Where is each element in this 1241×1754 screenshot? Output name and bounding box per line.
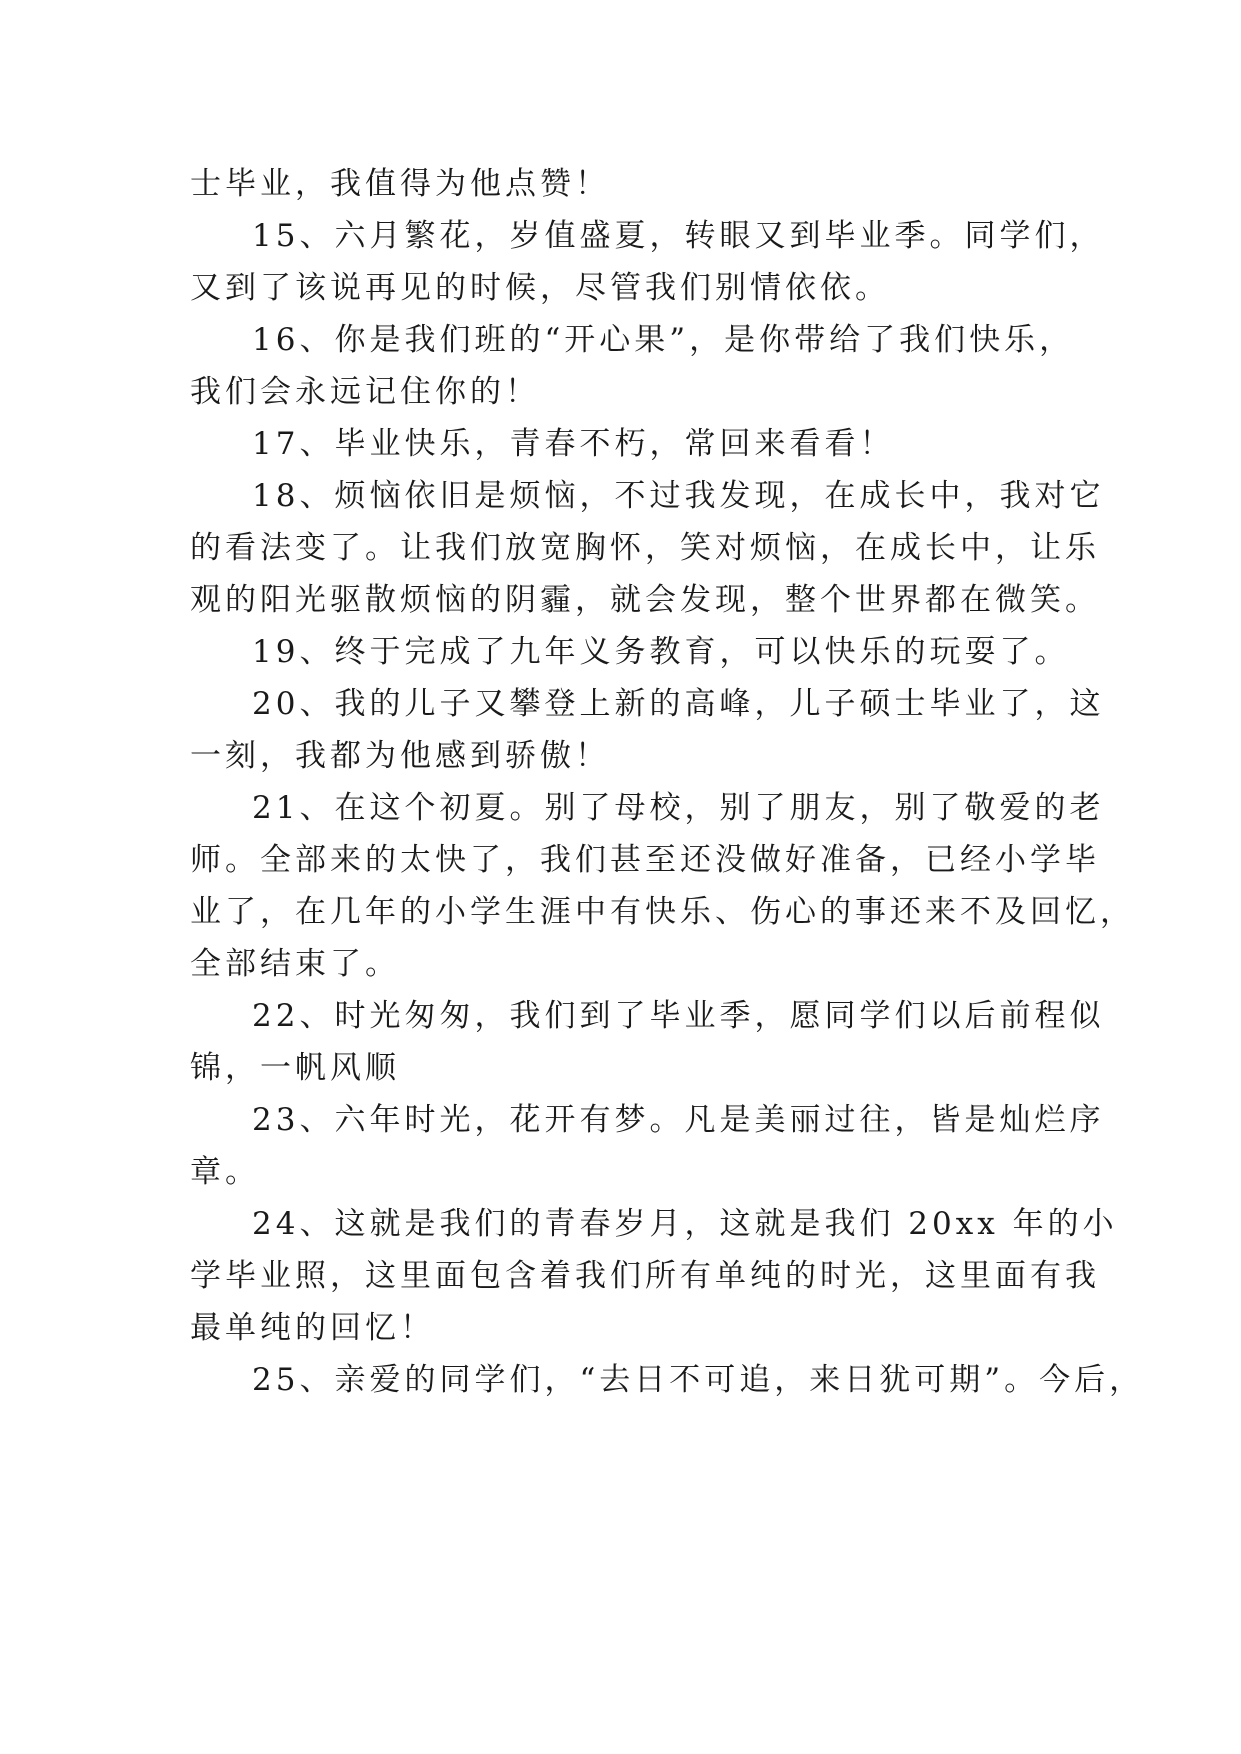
text-line: 最单纯的回忆！ — [190, 1310, 435, 1346]
text-line: 又到了该说再见的时候，尽管我们别情依依。 — [190, 270, 890, 306]
paragraph-23-line-1: 23、六年时光，花开有梦。凡是美丽过往，皆是灿烂序 — [252, 1102, 1105, 1138]
paragraph-15-line-1: 15、六月繁花，岁值盛夏，转眼又到毕业季。同学们， — [252, 218, 1105, 254]
text-line: 一刻，我都为他感到骄傲！ — [190, 738, 610, 774]
text-line: 士毕业，我值得为他点赞！ — [190, 166, 610, 202]
paragraph-20-line-1: 20、我的儿子又攀登上新的高峰，儿子硕士毕业了，这 — [252, 686, 1105, 722]
paragraph-19-line-1: 19、终于完成了九年义务教育，可以快乐的玩耍了。 — [252, 634, 1070, 670]
text-line: 的看法变了。让我们放宽胸怀，笑对烦恼，在成长中，让乐 — [190, 530, 1100, 566]
text-line: 全部结束了。 — [190, 946, 400, 982]
text-line: 我们会永远记住你的！ — [190, 374, 540, 410]
text-line: 师。全部来的太快了，我们甚至还没做好准备，已经小学毕 — [190, 842, 1100, 878]
paragraph-21-line-1: 21、在这个初夏。别了母校，别了朋友，别了敬爱的老 — [252, 790, 1105, 826]
paragraph-25-line-1: 25、亲爱的同学们，“去日不可追，来日犹可期”。今后， — [252, 1362, 1145, 1398]
paragraph-17-line-1: 17、毕业快乐，青春不朽，常回来看看！ — [252, 426, 895, 462]
text-line: 观的阳光驱散烦恼的阴霾，就会发现，整个世界都在微笑。 — [190, 582, 1100, 618]
text-line: 章。 — [190, 1154, 260, 1190]
text-line: 业了，在几年的小学生涯中有快乐、伤心的事还来不及回忆， — [190, 894, 1135, 930]
paragraph-22-line-1: 22、时光匆匆，我们到了毕业季，愿同学们以后前程似 — [252, 998, 1105, 1034]
text-line: 学毕业照，这里面包含着我们所有单纯的时光，这里面有我 — [190, 1258, 1100, 1294]
paragraph-16-line-1: 16、你是我们班的“开心果”，是你带给了我们快乐， — [252, 322, 1075, 358]
text-line: 锦，一帆风顺 — [190, 1050, 400, 1086]
paragraph-24-line-1: 24、这就是我们的青春岁月，这就是我们 20xx 年的小 — [252, 1206, 1118, 1242]
paragraph-18-line-1: 18、烦恼依旧是烦恼，不过我发现，在成长中，我对它 — [252, 478, 1105, 514]
